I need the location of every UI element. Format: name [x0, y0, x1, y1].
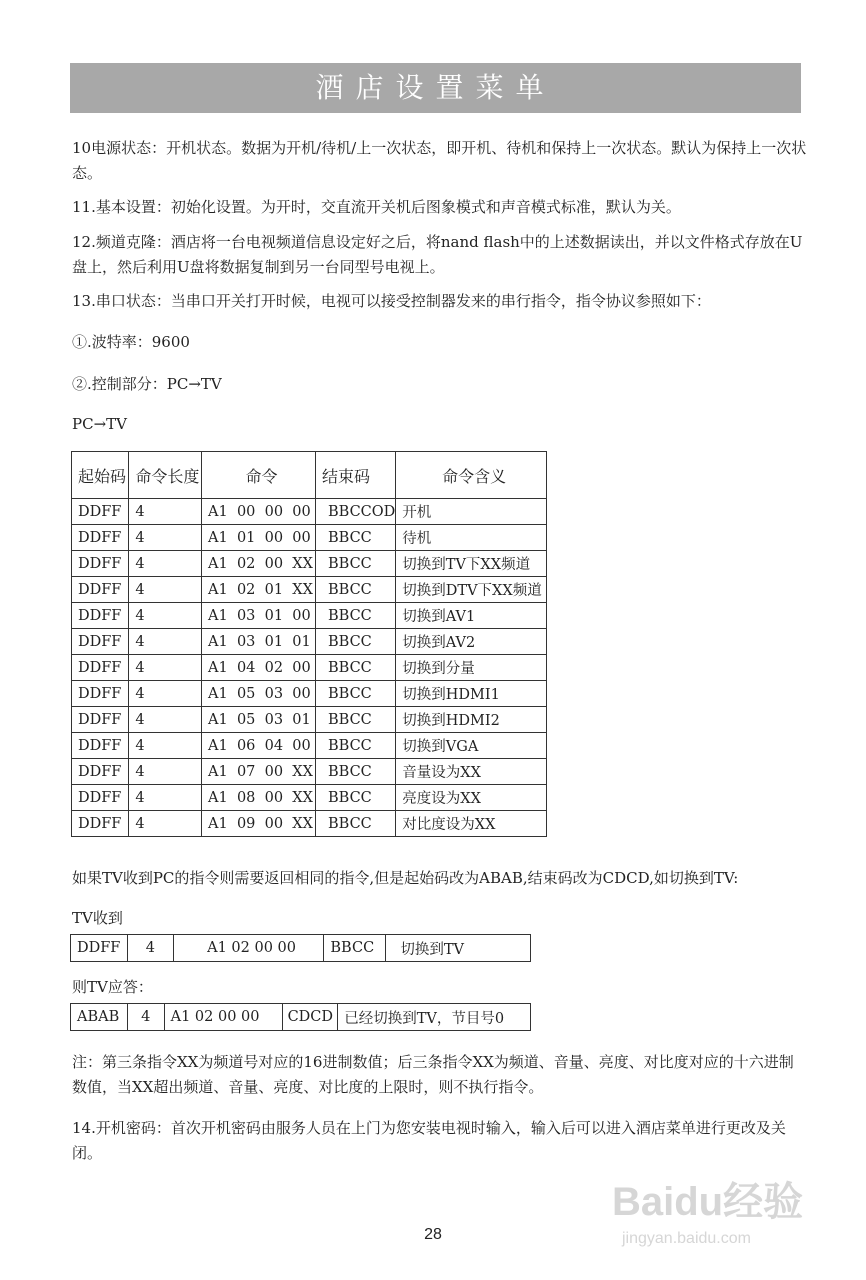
cell: 4 [129, 629, 202, 655]
table-row [72, 785, 547, 811]
table-row [71, 935, 531, 962]
command-table [71, 451, 547, 837]
cell: A1 03 01 00 [202, 603, 316, 629]
cell: BBCC [315, 759, 395, 785]
table-row [72, 681, 547, 707]
paragraph-power-state: 10电源状态：开机状态。数据为开机/待机/上一次状态，即开机、待机和保持上一次状态。默认为保持上一次状态。 [72, 139, 807, 182]
cell: DDFF [72, 551, 129, 577]
baidu-watermark [612, 1150, 822, 1260]
header-cell: 命令长度 [129, 452, 202, 499]
table-row [72, 733, 547, 759]
watermark-brand: Baidu经验 [612, 1180, 804, 1224]
table-row [72, 811, 547, 837]
cell: A1 09 00 XX [202, 811, 316, 837]
tv-reply-label: 则TV应答： [72, 978, 153, 996]
control-section: ②.控制部分：PC→TV [72, 375, 222, 393]
note-paragraph: 注：第三条指令XX为频道号对应的16进制数值；后三条指令XX为频道、音量、亮度、对比度对应的十六进制数值，当XX超出频道、音量、亮度、对比度的上限时，则不执行指令。 [72, 1053, 794, 1096]
cell: A1 04 02 00 [202, 655, 316, 681]
cell: DDFF [72, 603, 129, 629]
cell: DDFF [72, 733, 129, 759]
cell: 4 [127, 935, 173, 962]
cell: BBCC [315, 811, 395, 837]
cell: DDFF [72, 707, 129, 733]
cell: CDCD [283, 1004, 338, 1031]
cell: A1 03 01 01 [202, 629, 316, 655]
cell: 4 [129, 785, 202, 811]
reply-note: 如果TV收到PC的指令则需要返回相同的指令,但是起始码改为ABAB,结束码改为CDCD,如切换到TV: [72, 869, 739, 887]
baud-rate: ①.波特率：9600 [72, 333, 190, 351]
paragraph-channel-clone: 12.频道克隆：酒店将一台电视频道信息设定好之后，将nand flash中的上述数据读出，并以文件格式存放在U盘上，然后利用U盘将数据复制到另一台同型号电视上。 [72, 233, 803, 276]
cell: 音量设为XX [396, 759, 547, 785]
cell: A1 02 00 00 [173, 935, 324, 962]
header-cell: 命令 [202, 452, 316, 499]
cell: 切换到HDMI1 [396, 681, 547, 707]
table-header-row [72, 452, 547, 499]
cell: DDFF [72, 629, 129, 655]
table-row [72, 525, 547, 551]
cell: BBCC [324, 935, 386, 962]
cell: 4 [129, 759, 202, 785]
watermark-url: jingyan.baidu.com [622, 1230, 751, 1247]
table-row [72, 707, 547, 733]
page-title: 酒店设置菜单 [70, 63, 801, 113]
cell: 亮度设为XX [396, 785, 547, 811]
receive-table [70, 934, 531, 962]
cell: A1 05 03 01 [202, 707, 316, 733]
table-row [72, 655, 547, 681]
table-row [72, 629, 547, 655]
cell: DDFF [72, 577, 129, 603]
cell: A1 01 00 00 [202, 525, 316, 551]
cell: BBCC [315, 681, 395, 707]
cell: BBCC [315, 629, 395, 655]
cell: BBCC [315, 551, 395, 577]
cell: 切换到AV2 [396, 629, 547, 655]
cell: 4 [129, 551, 202, 577]
cell: BBCC [315, 655, 395, 681]
header-cell: 起始码 [72, 452, 129, 499]
cell: 切换到TV下XX频道 [396, 551, 547, 577]
cell: 4 [129, 577, 202, 603]
cell: BBCC [315, 733, 395, 759]
cell: BBCC [315, 603, 395, 629]
paragraph-power-password: 14.开机密码：首次开机密码由服务人员在上门为您安装电视时输入，输入后可以进入酒店菜单进行更改及关闭。 [72, 1119, 786, 1162]
cell: BBCC [315, 785, 395, 811]
cell: A1 02 01 XX [202, 577, 316, 603]
reply-table [70, 1003, 531, 1031]
cell: BBCCOD [315, 499, 395, 525]
cell: A1 00 00 00 [202, 499, 316, 525]
header-cell: 命令含义 [396, 452, 547, 499]
cell: DDFF [71, 935, 128, 962]
cell: DDFF [72, 811, 129, 837]
cell: 4 [129, 499, 202, 525]
cell: DDFF [72, 681, 129, 707]
table-row [72, 577, 547, 603]
cell: 4 [127, 1004, 164, 1031]
paragraph-serial-state: 13.串口状态：当串口开关打开时候，电视可以接受控制器发来的串行指令，指令协议参照如下： [72, 292, 711, 310]
table-row [72, 759, 547, 785]
cell: DDFF [72, 759, 129, 785]
table-row [72, 551, 547, 577]
table-row [71, 1004, 531, 1031]
cell: DDFF [72, 525, 129, 551]
cell: BBCC [315, 577, 395, 603]
cell: 待机 [396, 525, 547, 551]
page-number: 28 [424, 1226, 442, 1243]
cell: 切换到TV [386, 935, 531, 962]
cell: DDFF [72, 785, 129, 811]
cell: 4 [129, 655, 202, 681]
cell: DDFF [72, 655, 129, 681]
cell: 4 [129, 681, 202, 707]
cell: A1 06 04 00 [202, 733, 316, 759]
cell: 切换到VGA [396, 733, 547, 759]
cell: ABAB [71, 1004, 128, 1031]
cell: 切换到AV1 [396, 603, 547, 629]
cell: DDFF [72, 499, 129, 525]
cell: 切换到分量 [396, 655, 547, 681]
table-row [72, 603, 547, 629]
cell: 4 [129, 525, 202, 551]
cell: A1 02 00 00 [164, 1004, 283, 1031]
cell: 已经切换到TV，节目号0 [338, 1004, 531, 1031]
cell: 4 [129, 811, 202, 837]
cell: 开机 [396, 499, 547, 525]
header-cell: 结束码 [315, 452, 395, 499]
cell: 切换到HDMI2 [396, 707, 547, 733]
cell: A1 05 03 00 [202, 681, 316, 707]
table-row [72, 499, 547, 525]
cell: 切换到DTV下XX频道 [396, 577, 547, 603]
tv-receive-label: TV收到 [72, 909, 123, 927]
cell: 4 [129, 603, 202, 629]
cell: A1 08 00 XX [202, 785, 316, 811]
paragraph-basic-settings: 11.基本设置：初始化设置。为开时，交直流开关机后图象模式和声音模式标准，默认为关。 [72, 198, 681, 216]
cell: 4 [129, 733, 202, 759]
pc-tv-label: PC→TV [72, 415, 127, 433]
cell: 对比度设为XX [396, 811, 547, 837]
cell: 4 [129, 707, 202, 733]
cell: BBCC [315, 525, 395, 551]
cell: A1 07 00 XX [202, 759, 316, 785]
cell: A1 02 00 XX [202, 551, 316, 577]
cell: BBCC [315, 707, 395, 733]
